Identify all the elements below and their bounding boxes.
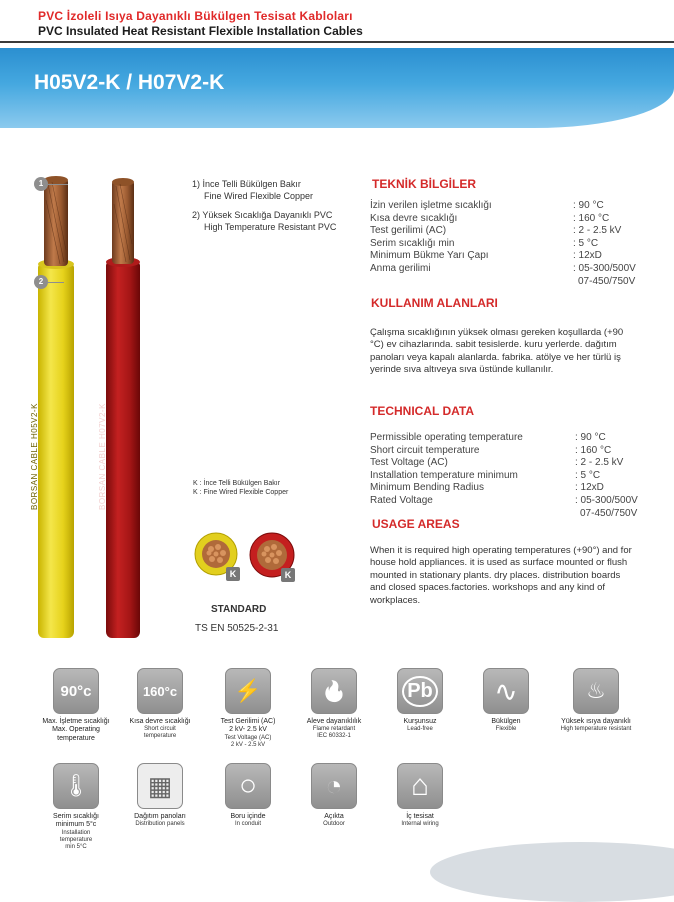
- icon-caption: Flame retardant: [312, 726, 356, 733]
- icon-caption: Distribution panels: [135, 821, 185, 828]
- icon-test-voltage: [202, 668, 294, 749]
- red-cable-insulation: [106, 260, 140, 638]
- icon-high-temp-resistant: [546, 668, 646, 733]
- icon-lead-free: [374, 668, 466, 733]
- icon-caption: Boru içinde: [230, 813, 266, 820]
- flexible-wave-icon: ∿: [483, 668, 529, 714]
- icon-caption: Flexible: [495, 726, 517, 733]
- usage-areas-text: When it is required high operating temperatures (+90°) and for house hold appliances. it is used as surface mounted or flush mounted in stationary plants. dry places. distribution boards and closed spaces.factories. workshops and any kind of workplaces.: [370, 545, 632, 606]
- technical-row: Short circuit temperature : 160 °C: [370, 444, 612, 456]
- icon-caption: Kurşunsuz: [403, 718, 437, 725]
- yellow-cable-insulation: [38, 262, 74, 638]
- title-turkish: PVC İzoleli Isıya Dayanıklı Bükülgen Tesisat Kabloları: [38, 9, 353, 23]
- icon-caption: minimum 5°c: [55, 821, 97, 829]
- icon-caption: Aleve dayanıklılık: [306, 718, 362, 725]
- k-legend: [193, 479, 288, 497]
- technical-row: Test Voltage (AC) : 2 - 2.5 kV: [370, 457, 624, 469]
- part-1-turkish: 1) İnce Telli Bükülgen Bakır: [192, 179, 301, 189]
- badge-k-red: K: [281, 568, 295, 582]
- icon-caption: Test Gerilimi (AC): [220, 718, 276, 725]
- icon-caption: 2 kV- 2.5 kV: [229, 726, 267, 734]
- icon-caption: Short circuit: [144, 726, 176, 733]
- icon-in-conduit: [202, 763, 294, 828]
- technical-row: Installation temperature minimum : 5 °C: [370, 469, 601, 481]
- icon-caption: Max. İşletme sıcaklığı: [42, 718, 110, 725]
- part-1-english: Fine Wired Flexible Copper: [204, 190, 314, 201]
- marker-1-leader: [48, 184, 68, 185]
- technical-row: Permissible operating temperature : 90 °C: [370, 432, 606, 443]
- icon-caption: Yüksek ısıya dayanıklı: [561, 718, 631, 725]
- flame-icon: 🔥: [311, 668, 357, 714]
- k-legend-english: K : Fine Wired Flexible Copper: [193, 489, 289, 496]
- icon-caption: Bükülgen: [491, 718, 521, 725]
- icon-caption: High temperature resistant: [560, 726, 632, 733]
- icon-installation-temp: [30, 763, 122, 851]
- icon-max-operating-temp: [30, 668, 122, 743]
- marker-1: 1: [34, 177, 48, 191]
- technical-data-heading: TECHNICAL DATA: [370, 404, 474, 418]
- title-english: PVC Insulated Heat Resistant Flexible Installation Cables: [38, 24, 363, 38]
- icon-caption: temperature: [59, 836, 93, 843]
- yellow-cable-print: BORSAN CABLE H05V2-K: [30, 403, 39, 510]
- badge-k-yellow: K: [226, 567, 240, 581]
- icon-caption: temperature: [143, 733, 177, 740]
- kullanim-alanlari-text: Çalışma sıcaklığının yüksek olması gereken koşullarda (+90 °C) ev cihazlarında. sabit tesislerde. kuru yerlerde. dağıtım panoları veya kapalı alanlarda. fabrika. atölye ve her türlü iş yerinde sıva altıveya sıva üstünde kullanılır.: [370, 327, 624, 376]
- teknik-row: İzin verilen işletme sıcaklığı : 90 °C: [370, 200, 604, 211]
- part-2-turkish: 2) Yüksek Sıcaklığa Dayanıklı PVC: [192, 210, 333, 220]
- distribution-panel-icon: ▦: [137, 763, 183, 809]
- icon-caption: min 5°C: [65, 843, 87, 850]
- icon-caption: Serim sıcaklığı: [53, 813, 99, 820]
- lightning-icon: ⚡: [225, 668, 271, 714]
- icon-flexible: [460, 668, 552, 733]
- icon-caption: İç tesisat: [406, 813, 434, 820]
- icon-row-1: [30, 668, 660, 758]
- icon-caption: Dağıtım panoları: [134, 813, 186, 820]
- product-code-title: H05V2-K / H07V2-K: [34, 71, 225, 94]
- icon-caption: Açıkta: [324, 813, 344, 820]
- red-cable-print: BORSAN CABLE H07V2-K: [98, 403, 107, 510]
- part-2-english: High Temperature Resistant PVC: [204, 221, 337, 232]
- icon-outdoor: [288, 763, 380, 828]
- icon-flame-retardant: [288, 668, 380, 740]
- teknik-row: Minimum Bükme Yarı Çapı : 12xD: [370, 250, 602, 262]
- marker-2: 2: [34, 275, 48, 289]
- icon-caption: Max. Operating: [52, 726, 100, 734]
- building-icon: ⌂: [397, 763, 443, 809]
- usage-areas-heading: USAGE AREAS: [372, 517, 460, 531]
- teknik-row: Serim sıcaklığı min : 5 °C: [370, 237, 599, 249]
- thermometer-90-icon: 90°c: [53, 668, 99, 714]
- teknik-row: Anma gerilimi : 05-300/500V: [370, 262, 636, 274]
- icon-distribution-panels: [114, 763, 206, 828]
- teknik-table: [370, 200, 660, 288]
- standard-value: TS EN 50525-2-31: [195, 623, 279, 634]
- part-2-label: [192, 210, 336, 233]
- icon-internal-wiring: [374, 763, 466, 828]
- icon-caption: In conduit: [234, 821, 262, 828]
- thermometer-icon: 🌡: [53, 763, 99, 809]
- icon-caption: Test Voltage (AC): [224, 734, 272, 741]
- icon-caption: Installation: [61, 829, 91, 836]
- teknik-bilgiler-heading: TEKNİK BİLGİLER: [372, 177, 476, 191]
- lead-free-icon: Pb: [397, 668, 443, 714]
- technical-row: Rated Voltage : 05-300/500V: [370, 494, 638, 506]
- header-divider: [0, 41, 674, 43]
- standard-label: STANDARD: [211, 604, 267, 615]
- outdoor-icon: ◔: [311, 763, 357, 809]
- thermometer-160-icon: 160°c: [137, 668, 183, 714]
- icon-caption: Lead-free: [407, 726, 433, 733]
- kullanim-alanlari-heading: KULLANIM ALANLARI: [371, 296, 498, 310]
- technical-row: Minimum Bending Radius : 12xD: [370, 482, 604, 494]
- heat-warning-icon: ♨: [573, 668, 619, 714]
- icon-caption: Outdoor: [323, 821, 345, 828]
- technical-table: [370, 432, 660, 520]
- icon-caption: IEC 60332-1: [317, 733, 351, 740]
- conduit-icon: ○: [225, 763, 271, 809]
- part-1-label: [192, 179, 313, 202]
- teknik-row: 07-450/750V: [578, 275, 636, 287]
- icon-caption: temperature: [57, 734, 95, 742]
- teknik-row: Test gerilimi (AC) : 2 - 2.5 kV: [370, 225, 622, 237]
- k-legend-turkish: K : İnce Telli Bükülgen Bakır: [193, 480, 281, 487]
- icon-short-circuit-temp: [114, 668, 206, 740]
- teknik-row: Kısa devre sıcaklığı : 160 °C: [370, 212, 610, 224]
- icon-caption: Kısa devre sıcaklığı: [129, 718, 191, 725]
- marker-2-leader: [48, 282, 64, 283]
- icon-caption: Internal wiring: [401, 821, 439, 828]
- technical-row: 07-450/750V: [580, 507, 638, 519]
- icon-caption: 2 kV - 2.5 kV: [230, 741, 266, 748]
